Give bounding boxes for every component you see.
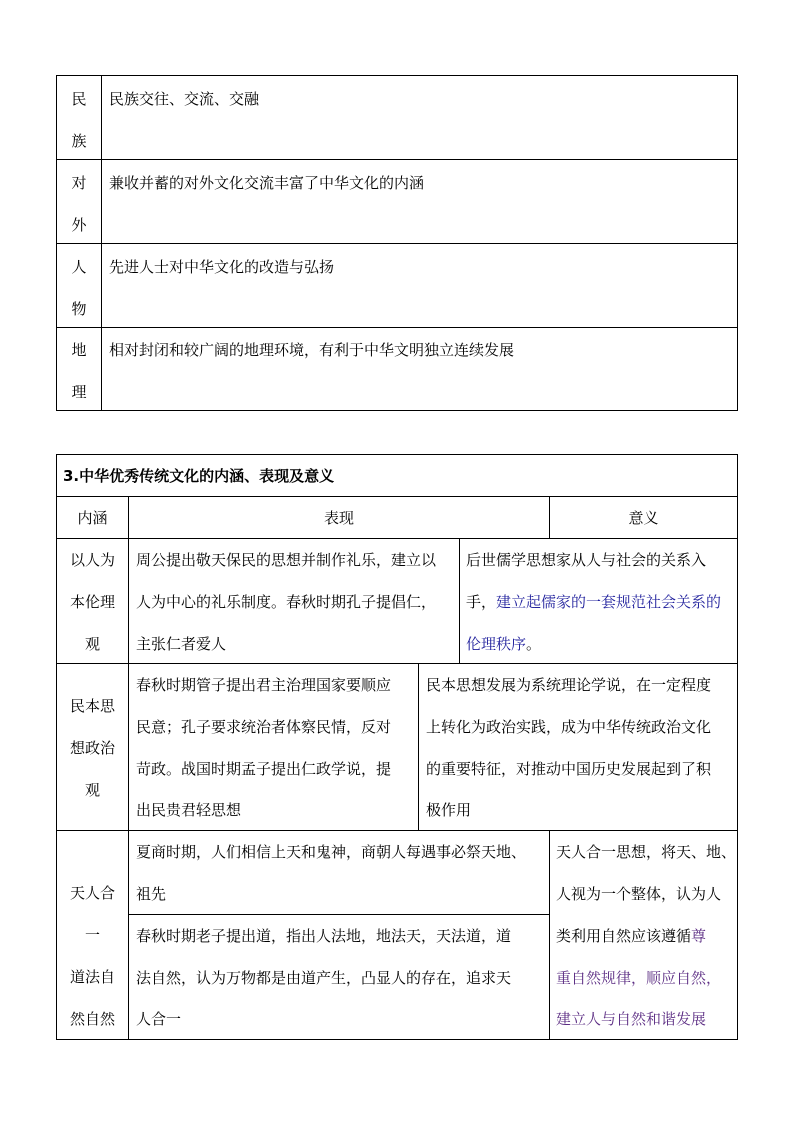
expression-line: 主张仁者爱人 (136, 635, 227, 653)
row-content: 先进人士对中华文化的改造与弘扬 (109, 258, 335, 276)
row-label-char: 民 (71, 90, 87, 108)
meaning-text: 类利用自然应该遵循 (556, 927, 692, 945)
row-label-char: 人 (71, 258, 87, 276)
meaning-line (466, 581, 721, 623)
meaning-highlight: 建立起儒家的一套规范社会关系的 (496, 593, 722, 611)
row-label-line: 想政治 (69, 739, 115, 757)
row-label-char: 对 (71, 174, 87, 192)
expression-line: 苛政。战国时期孟子提出仁政学说，提 (136, 760, 392, 778)
row-label-line: 观 (84, 635, 100, 653)
row-content: 民族交往、交流、交融 (109, 90, 260, 108)
meaning-highlight: 重自然规律，顺应自然， (556, 969, 722, 987)
expression-line: 周公提出敬天保民的思想并制作礼乐，建立以 (136, 551, 437, 569)
meaning-line: 极作用 (426, 801, 472, 819)
meaning-line: 后世儒学思想家从人与社会的关系入 (466, 551, 707, 569)
meaning-line: 民本思想发展为系统理论学说，在一定程度 (426, 676, 712, 694)
meaning-text: 手， (466, 593, 497, 611)
meaning-highlight: 伦理秩序 (466, 635, 527, 653)
expression-line: 人合一 (136, 1010, 182, 1028)
row-label-line: 然自然 (69, 1010, 115, 1028)
header-biaoxian: 表现 (323, 509, 354, 527)
row-content: 相对封闭和较广阔的地理环境，有利于中华文明独立连续发展 (109, 341, 515, 359)
table-title: 3.中华优秀传统文化的内涵、表现及意义 (63, 467, 335, 485)
meaning-text: 。 (526, 635, 542, 653)
row-label-line: 观 (84, 781, 100, 799)
expression-line: 春秋时期管子提出君主治理国家要顺应 (136, 676, 392, 694)
meaning-highlight: 建立人与自然和谐发展 (556, 1010, 707, 1028)
row-label-line: 民本思 (69, 697, 115, 715)
expression-line: 春秋时期老子提出道，指出人法地，地法天，天法道，道 (136, 927, 512, 945)
row-content: 兼收并蓄的对外文化交流丰富了中华文化的内涵 (109, 174, 425, 192)
meaning-line: 天人合一思想，将天、地、 (556, 843, 737, 861)
meaning-line: 人视为一个整体，认为人 (556, 885, 722, 903)
row-label-char: 理 (71, 383, 87, 401)
expression-line: 出民贵君轻思想 (136, 801, 242, 819)
row-label-line: 天人合 (69, 884, 115, 902)
row-label-char: 地 (71, 341, 87, 359)
row-label-char: 族 (71, 132, 87, 150)
row-label-char: 外 (71, 216, 87, 234)
header-yiyi: 意义 (628, 509, 659, 527)
meaning-line: 的重要特征，对推动中国历史发展起到了积 (426, 760, 712, 778)
row-label-line: 道法自 (69, 968, 115, 986)
header-neihan: 内涵 (77, 509, 108, 527)
expression-line: 祖先 (136, 885, 167, 903)
meaning-line (466, 623, 541, 665)
meaning-highlight: 尊 (691, 927, 707, 945)
row-label-line: 一 (84, 926, 100, 944)
row-label-char: 物 (71, 300, 87, 318)
row-label-line: 本伦理 (69, 593, 115, 611)
meaning-line: 上转化为政治实践，成为中华传统政治文化 (426, 718, 712, 736)
expression-line: 夏商时期，人们相信上天和鬼神，商朝人每遇事必祭天地、 (136, 843, 527, 861)
expression-line: 人为中心的礼乐制度。春秋时期孔子提倡仁， (136, 593, 437, 611)
meaning-line (556, 915, 706, 957)
row-label-line: 以人为 (69, 551, 115, 569)
expression-line: 法自然，认为万物都是由道产生，凸显人的存在，追求天 (136, 969, 512, 987)
expression-line: 民意；孔子要求统治者体察民情，反对 (136, 718, 392, 736)
